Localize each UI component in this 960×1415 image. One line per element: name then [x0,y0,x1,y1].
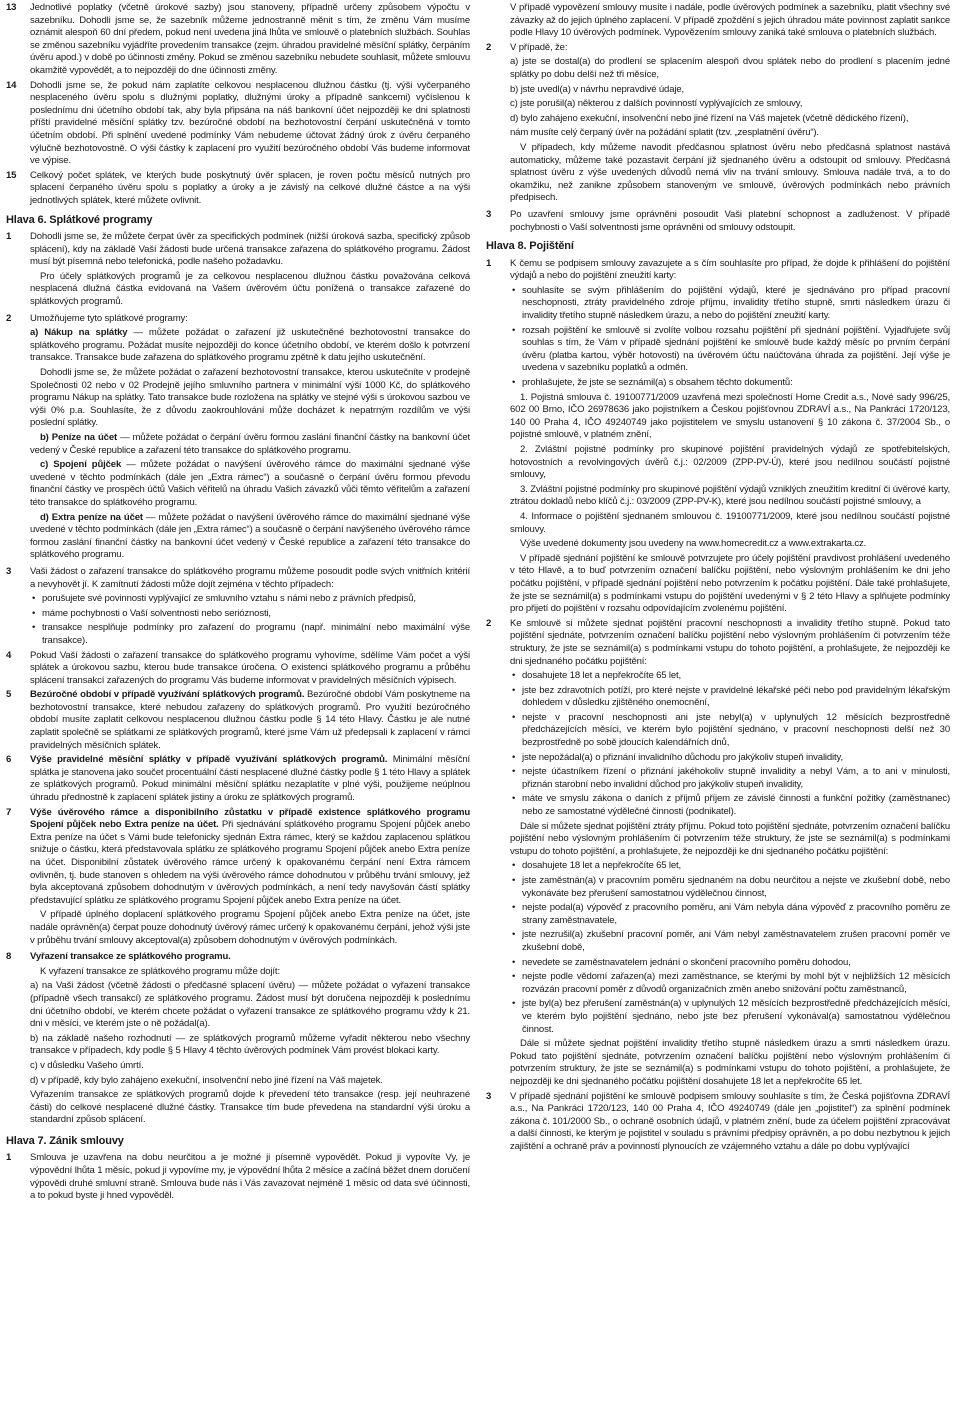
section-number: 3 [486,208,492,220]
list-item: • jste nepožádal(a) o přiznání invalidního důchodu pro jakýkoliv stupeň invalidity, [486,752,950,765]
section-number: 4 [6,649,12,661]
list-item: • nejste podle vědomí zařazen(a) mezi zaměstnance, se kterými by mohl být v nejbližších 12 měsících rozvázán pracovní poměr z důvodů organizačních změn anebo snižování počtu zaměstnanců, [486,971,950,996]
list-item: • máte ve smyslu zákona o daních z příjmů příjem ze závislé činnosti a funkční požitky (zaměstnanec) nebo ze samostatné výdělečné činnosti (podnikatel). [486,793,950,818]
paragraph: c) v důsledku Vašeho úmrtí. [30,1059,144,1071]
section-text: Po uzavření smlouvy jsme oprávněni posoudit Vaši platební schopnost a zadluženost. V případě pochybnosti o Vaší solventnosti jsme oprávněni od smlouvy odstoupit. [510,208,950,233]
document-item: 4. Informace o pojištění sjednaném smlouvou č. 19100771/2009, které jsou nedílnou součástí pojistné smlouvy. [510,510,950,535]
program-c-title: c) Spojení půjček [40,459,122,471]
section-text: Při sjednávání splátkového programu Spojení půjček anebo Extra peníze na účet s Vámi bude telefonicky sjednán Extra rámec, který se každou zaplacenou splátkou snižuje o částku, která představovala splátku ze splátkového programu Spojení půjček anebo Extra peníze na účet. Disponibilní zůstatek úvěrového rámce určený k opakovanému čerpání není Extra rámcem ovlivněn, tj. bude stanoven s ohledem na výši úvěrového rámce dohodnutou v průběhu trvání smlouvy, jež byla akceptovaná způsobem dohodnutým v úvěrových podmínkách, a není tedy navyšován částí splátky představující splátku ze splátkového programu Spojení půjček anebo Extra peníze na účet. [30,819,470,906]
section-number: 14 [6,79,17,91]
paragraph: b) na základě našeho rozhodnutí — ze splátkových programů můžeme vyřadit některou nebo všechny transakce v případech, kdy podle § 5 Hlavy 4 těchto úvěrových podmínek Vám provést blokaci karty. [30,1032,470,1057]
section-number: 7 [6,806,12,818]
list-item: • nevedete se zaměstnavatelem jednání o skončení pracovního poměru dohodou, [486,957,950,970]
paragraph: c) jste porušil(a) některou z dalších povinností vyplývajících ze smlouvy, [510,98,803,110]
program-c-text: — můžete požádat o navýšení úvěrového rámce do maximální sjednané výše uvedené v těchto podmínkách (dále jen „Extra rámec“) a současně o čerpání úvěru formou převodu finanční částky ve prospěch účtů Vašich věřitelů na úhradu Vašich závazků vůči těmto věřitelům a zařazení této transakce do splátkového programu. [30,459,470,508]
paragraph: Dále si můžete sjednat pojištění invalidity třetího stupně následkem úrazu a smrti následkem úrazu. Pokud tato pojištění sjednáte, potvrzením označení balíčku pojištění nebo výslovným prohlášením či potvrzením struktury, že jste se seznámil(a) s podmínkami vstupu do tohoto pojištění, a prohlašujete, že nejpozději ke dni sjednaného počátku pojištění dosahujete 18 let a nepřekročíte 65 let. [510,1038,950,1087]
section-6-8 [6,951,470,1129]
paragraph: V případě vypovězení smlouvy musíte i nadále, podle úvěrových podmínek a sazebníku, platit všechny své závazky až do jejich úplného zaplacení. V případě zpoždění s jejich úhradou máte povinnost zaplatit sankce podle Hlavy 10 úvěrových podmínek. Vypovězením smlouvy zaniká také smlouva o platebních službách. [510,2,950,39]
section-number: 1 [6,231,12,243]
document-item: 2. Zvláštní pojistné podmínky pro skupinové pojištění pravidelných výdajů ze spotřebitelských, hotovostních a revolvingových úvěrů č.j.: 02/2009 (ZPP-PV-Ú), které jsou nedílnou součástí pojistné smlouvy, [510,444,950,481]
paragraph: a) jste se dostal(a) do prodlení se splacením alespoň dvou splátek nebo do prodlení s placením jedné splátky po dobu delší než tři měsíce, [510,56,950,80]
section-number: 8 [6,951,12,963]
list-item: • dosahujete 18 let a nepřekročíte 65 let, [486,670,950,683]
paragraph: Dohodli jsme se, že můžete čerpat úvěr za specifických podmínek (nižší úroková sazba, specifický způsob splácení), kdy na základě Vaší žádosti bude určená transakce zařazena do splátkového programu. Žádost musí být písemná nebo telefonická, podle našeho požadavku. [30,231,470,268]
section-number: 13 [6,2,17,13]
paragraph: Dohodli jsme se, že můžete požádat o zařazení bezhotovostní transakce, kterou uskutečníte v prodejně Společnosti 02 nebo v 02 Prodejně jejího smluvního partnera v minimální výši 1000 Kč, do splátkového programu Nákup na splátky. Tato transakce bude rozložena na splátky ve stejné výši s úrokovou sazbou ve výši 0% p.a. Souhlasíte, že z důvodu zaokrouhlování může docházet k nepatrným rozdílům ve výši poslední splátky. [30,367,470,429]
section-title: Výše pravidelné měsíční splátky v případě využívání splátkových programů. [30,754,388,766]
list-item: • nejste v pracovní neschopnosti ani jste nebyl(a) v uplynulých 12 měsících bezprostředně předcházejících měsíci, ve kterém bylo pojištění sjednáno, v pracovní neschopnosti delší než 30 bezprostředně po sobě jdoucích kalendářních dnů, [486,712,950,750]
list-item: • transakce nesplňuje podmínky pro zařazení do programu (např. minimální nebo maximální výše transakce). [6,622,470,647]
section-title: Vyřazení transakce ze splátkového programu. [30,951,231,963]
paragraph: Umožňujeme tyto splátkové programy: [30,312,188,324]
paragraph: d) bylo zahájeno exekuční, insolvenční nebo jiné řízení na Váš majetek (včetně dědického řízení), [510,112,909,124]
section-6-6 [6,754,470,804]
chapter-heading-8: Hlava 8. Pojištění [486,240,574,253]
paragraph: d) v případě, kdy bylo zahájeno exekuční, insolvenční nebo jiné řízení na Váš majetek. [30,1074,383,1086]
section-text: Celkový počet splátek, ve kterých bude poskytnutý úvěr splacen, je roven počtu měsíců nutných pro splacení čerpaného úvěru spolu s poplatky a úroky a je závislý na celkové dlužné částce a na výši jednotlivých splátek, které můžete ovlivnit. [30,169,470,206]
section-6-3 [6,566,470,591]
section-text: K čemu se podpisem smlouvy zavazujete a s čím souhlasíte pro případ, že dojde k přihlášení do pojištění výdajů a nebo do pojištění zneužití karty: [510,257,950,282]
section-6-2 [6,313,470,564]
section-8-2 [486,618,950,668]
section-8-1 [486,258,950,283]
chapter-heading-7: Hlava 7. Zánik smlouvy [6,1134,124,1147]
paragraph: V případě, že: [510,41,568,53]
paragraph: V případech, kdy můžeme navodit předčasnou splatnost úvěru nebo předčasná splatnost nastává automaticky, můžeme také pozastavit čerpání již sjednaného úvěru a odstoupit od smlouvy. Předčasná splatnost úvěru z výše uvedených důvodů nemá vliv na trvání smlouvy. Smlouva nadále trvá, a to do okamžiku, než zanikne způsobem stanoveným ve smlouvě, úvěrových podmínkách nebo právních předpisech. [510,141,950,204]
section-title: Výše úvěrového rámce a disponibilního zůstatku v případě existence splátkového programu Spojení půjček nebo Extra peníze na účet. [30,806,470,831]
section-number: 15 [6,169,17,181]
section-number: 6 [6,754,12,766]
list-item: • rozsah pojištění ke smlouvě si zvolíte volbou rozsahu pojištění při sjednání pojištění. Vyjadřujete svůj souhlas s tím, že Vám v případě sjednání pojištění ke smlouvě bude každý měsíc po prvním čerpání úvěru (platba kartou, výběr hotovosti) na úvěrovém účtu naúčtována úhrada za pojištění. Její výše je uvedena v sazebníku poplatků a odměn. [486,325,950,375]
paragraph: nám musíte celý čerpaný úvěr na požádání splatit (tzv. „zesplatnění úvěru“). [510,127,819,139]
section-8-3 [486,1091,950,1154]
section-text: Ke smlouvě si můžete sjednat pojištění pracovní neschopnosti a invalidity třetího stupně. Pokud tato pojištění sjednáte, potvrzením označení balíčku pojištění nebo výslovným prohlášením či potvrzením téže struktury, že jste se seznámil(a) s podmínkami vstupu do tohoto pojištění, a prohlašujete, že nejpozději ke dni sjednaného počátku pojištění: [510,617,950,667]
section-title: Bezúročné období v případě využívání splátkových programů. [30,689,305,701]
list-item: • dosahujete 18 let a nepřekročíte 65 let, [486,860,950,873]
list-item: • jste bez zdravotních potíží, pro které nejste v pravidelné lékařské péči nebo pod pravidelným lékařským dohledem v důsledku zjištěného onemocnění, [486,685,950,710]
program-b-title: b) Peníze na účet [40,432,118,443]
paragraph: Pro účely splátkových programů je za celkovou nesplacenou dlužnou částku považována celková nesplacená dlužná částka evidovaná na Vašem úvěrovém účtu ponížená o transakce zařazené do splátkových programů. [30,270,470,308]
section-number: 2 [486,617,492,629]
list-item: • nejste účastníkem řízení o přiznání jakéhokoliv stupně invalidity a nebyl Vám, a to ani v minulosti, přiznán starobní nebo invalidní důchod pro jakýkoliv stupeň invalidity, [486,766,950,791]
section-6-7 [6,807,470,950]
section-number: 3 [6,565,12,577]
chapter-heading-6: Hlava 6. Splátkové programy [6,213,153,226]
list-item: • jste zaměstnán(a) v pracovním poměru sjednaném na dobu neurčitou a nejste ve zkušební době, nebo vykonáváte bez přerušení samostatnou výdělečnou činnost, [486,875,950,900]
paragraph: V případě sjednání pojištění ke smlouvě potvrzujete pro účely pojištění pravdivost prohlášení uvedeného v této Hlavě, a to buď potvrzením označení balíčku pojištění, nebo výslovným prohlášením ke dni jeho počátku pojištění, v případě sjednání pojištění nebo potvrzením k počátku pojištění. Dále také prohlašujete, že jste se seznámil(a) s podmínkami vstupu do pojištění uvedenými v § 2 této Hlavy a splňujete podmínky pro přijetí do pojištění v rozsahu odpovídajícím zvolenému pojištění. [510,552,950,615]
document-item: 3. Zvláštní pojistné podmínky pro skupinové pojištění výdajů vzniklých zneužitím kreditní či úvěrové karty, ztrátou dokladů nebo klíčů č.j.: 03/2009 (ZPP-PV-K), které jsou nedílnou součástí pojistné smlouvy, a [510,483,950,508]
section-7-2 [486,42,950,207]
section-5-14 [6,80,470,168]
section-text: Jednotlivé poplatky (včetně úrokové sazby) jsou stanoveny, případně určeny způsobem výpočtu v sazebníku. Dohodli jsme se, že sazebník můžeme jednostranně měnit s tím, že změnu Vám musíme oznámit alespoň 60 dní předem, pokud není uvedena jiná lhůta ve smlouvě o platebních službách. Souhlas se změnou sazebníku vyjádříte provedením transakce (zejm. úhradou pravidelné měsíční splátky, čerpáním úvěru apod.) v době po účinnosti změny. Pokud se změnou sazebníku nebudete souhlasit, můžete smlouvu okamžitě vypovědět, a to nejpozději do dne účinnosti změny. [30,2,470,76]
program-d-text: — můžete požádat o navýšení úvěrového rámce do maximální sjednané výše uvedené v těchto podmínkách (dále jen „Extra rámec“) a současně o čerpání navýšeného úvěrového rámce formou zaslání finanční částky na bankovní účet vedený v České republice a zařazení této transakce do splátkového programu. [30,511,470,561]
section-6-5 [6,689,470,752]
section-5-15 [6,170,470,208]
paragraph: K vyřazení transakce ze splátkového programu může dojít: [40,965,280,977]
program-c [30,459,470,509]
left-column [6,2,470,1415]
section-number: 1 [6,1152,12,1164]
section-text: Smlouva je uzavřena na dobu neurčitou a je možné ji písemně vypovědět. Pokud ji vypovíte Vy, je výpovědní lhůta 1 měsíc, pokud ji vypovíme my, je výpovědní lhůta 2 měsíce a začíná běžet dnem doručení výpovědi druhé smluvní straně. Smlouva bude nás i Vás zavazovat nejméně 1 měsíc od data své účinnosti, a to pokud byste ji hned vypověděl. [30,1152,470,1202]
section-6-1 [6,231,470,311]
list-item: • jste byl(a) bez přerušení zaměstnán(a) v uplynulých 12 měsících bezprostředně předcházejících měsíci, ve kterém bylo pojištění sjednáno, nebo jste bez přerušení vykonával(a) samostatnou výdělečnou činnost. [486,998,950,1036]
list-item: • souhlasíte se svým přihlášením do pojištění výdajů, které je sjednáváno pro případ pracovní neschopnosti, ztráty pravidelného zdroje příjmu, invalidity třetího stupně, smrti následkem úrazu či invalidity třetího stupně následkem úrazu, a nebo do pojištění zneužití karty. [486,285,950,323]
section-text: Minimální měsíční splátka je stanovena jako součet procentuální části nesplacené dlužné částky podle § 1 této Hlavy a splátek ze splátkových programů. Pokud minimální měsíční splátku nezaplatíte v plné výši, použijeme neúplnou úhradu přednostně k zaplacení splátek jistiny a úroku ze splátkových programů. [30,754,470,804]
list-item: • nejste podal(a) výpověď z pracovního poměru, ani Vám nebyla dána výpověď z pracovního poměru ze strany zaměstnavatele, [486,902,950,927]
section-number: 5 [6,689,12,701]
document-item: 1. Pojistná smlouva č. 19100771/2009 uzavřená mezi společností Home Credit a.s., Nové sady 996/25, 602 00 Brno, IČO 26978636 jako pojistníkem a Českou pojišťovnou ZDRAVÍ a.s., Na Pankráci 1720/123, 140 00 Praha 4, IČO 49240749 jako pojistitelem ve smyslu ustanovení § 10 zákona č. 37/2004 Sb., o pojistné smlouvě, v platném znění, [510,391,950,441]
paragraph: Výše uvedené dokumenty jsou uvedeny na www.homecredit.cz a www.extrakarta.cz. [520,538,867,550]
section-7-1 [6,1152,470,1202]
section-number: 2 [486,41,492,53]
section-text: Pokud Vaší žádosti o zařazení transakce do splátkového programu vyhovíme, sdělíme Vám počet a výši splátek a úrokovou sazbu, kterou bude transakce úročena. O existenci splátkového programu a průběhu splácení transakcí zařazených do programu Vás budeme informovat v pravidelných měsíčních výpisech. [30,649,470,686]
section-text: Vaši žádost o zařazení transakce do splátkového programu můžeme posoudit podle svých vnitřních kritérií a nevyhovět jí. K zamítnutí žádosti může dojít zejména v těchto případech: [30,565,470,590]
list-item: • jste nezrušil(a) zkušební pracovní poměr, ani Vám nebyl zaměstnavatelem zrušen pracovní poměr ve zkušební době, [486,929,950,954]
section-text: Dohodli jsme se, že pokud nám zaplatíte celkovou nesplacenou dlužnou částku (tj. výši vyčerpaného nesplaceného úvěru spolu s dlužnými poplatky, dlužnými úroky a případně sankcemi) vyčíslenou k poslednímu dni účetního období tak, aby byla připsána na náš bankovní účet nejpozději ke dni splatnosti příští pravidelné měsíční splátky tzv. bezúročné období na bezhotovostní čerpání uskutečněná v tomto účetním období. Při splnění uvedené podmínky Vám nebudeme účtovat žádný úrok z úvěru čerpaného výlučně bezhotovostně. O výši částky k zaplacení pro využití bezúročného období Vás budeme informovat ve výpise. [30,79,470,167]
section-text: Bezúročné období Vám poskytneme na bezhotovostní transakce, které nebudou zařazeny do splátkových programů. Pro využití bezúročného období musíte zaplatit celkovou nesplacenou dlužnou částku podle § 14 této Hlavy. Částku je ale nutné zaplatit společně se splátkami ze splátkových programů, které jsme Vám už předepsali k zaplacení v rámci pravidelných měsíčních splátek. [30,689,471,751]
paragraph: V případě úplného doplacení splátkového programu Spojení půjček anebo Extra peníze na účet, jste nadále oprávněn(a) čerpat pouze dohodnutý úvěrový rámec určený k opakovanému čerpání, jehož výši jste v průběhu trvání smlouvy akceptoval(a) způsobem dohodnutým v úvěrových podmínkách. [30,909,470,946]
list-item: • prohlašujete, že jste se seznámil(a) s obsahem těchto dokumentů: [486,377,950,390]
paragraph: Vyřazením transakce ze splátkových programů dojde k převedení této transakce (resp. její neuhrazené části) do celkové nesplacené dlužné částky. Transakce tím bude převedena na standardní výši úroku a standardní způsob splácení. [30,1089,470,1126]
program-d [30,512,470,562]
program-a [30,327,470,365]
paragraph: a) na Vaši žádost (včetně žádosti o předčasné splacení úvěru) — můžete požádat o vyřazení transakce (případně všech transakcí) ze splátkového programu. Žádost musí být doručena nejpozději k poslednímu dni účetního období, ve kterém chcete požádat o vyřazení transakce ze splátkového programu vždy k 21. dni v měsíci, ve kterém jste o ně požádal(a). [30,980,470,1030]
section-number: 2 [6,312,12,324]
section-7-3 [486,209,950,234]
section-number: 1 [486,257,492,269]
list-item: • máme pochybnosti o Vaší solventnosti nebo serióznosti, [6,608,470,621]
section-6-4 [6,650,470,688]
section-number: 3 [486,1090,492,1102]
program-d-title: d) Extra peníze na účet [40,511,143,523]
paragraph: b) jste uvedl(a) v návrhu nepravdivé údaje, [510,83,684,95]
section-5-13 [6,2,470,78]
program-b [30,432,470,457]
program-a-text: — můžete požádat o zařazení již uskutečněné bezhotovostní transakce do splátkového programu. Požádat musíte nejpozději do konce účetního období, ve kterém došlo k potvrzení transakce. Transakce bude zařazena do splátkového programu zpětně k datu jejího uskutečnění. [30,327,470,364]
list-item: • porušujete své povinnosti vyplývající ze smluvního vztahu s námi nebo z právních předpisů, [6,593,470,606]
paragraph: Dále si můžete sjednat pojištění ztráty příjmu. Pokud toto pojištění sjednáte, potvrzením označení balíčku pojištění nebo výslovným prohlášením či potvrzením téže struktury, že jste se seznámil(a) s podmínkami vstupu do tohoto pojištění, a prohlašujete, že nejpozději ke dni sjednaného počátku pojištění: [510,820,950,857]
right-column [486,2,950,1415]
section-text: V případě sjednání pojištění ke smlouvě podpisem smlouvy souhlasíte s tím, že Česká pojišťovna ZDRAVÍ a.s., Na Pankráci 1720/123, 140 00 Praha 4, IČO 49240749 (dále jen „pojistitel“) za splnění podmínek zákona č. 101/2000 Sb., o ochraně osobních údajů, v platném znění, bude za účelem pojištění zpracovávat a další činnosti, ke kterým je pojistitel v souladu s právními předpisy oprávněn, a po dobu nezbytnou k jejich zajištění a ochraně práv a povinností plynoucích ze vzájemného vztahu a dále po dobu vyplývající [510,1090,950,1152]
program-b-text: — můžete požádat o čerpání úvěru formou zaslání finanční částky na bankovní účet vedený v České republice a zařazení této transakce do splátkového programu. [30,432,470,456]
program-a-title: a) Nákup na splátky [30,327,128,339]
